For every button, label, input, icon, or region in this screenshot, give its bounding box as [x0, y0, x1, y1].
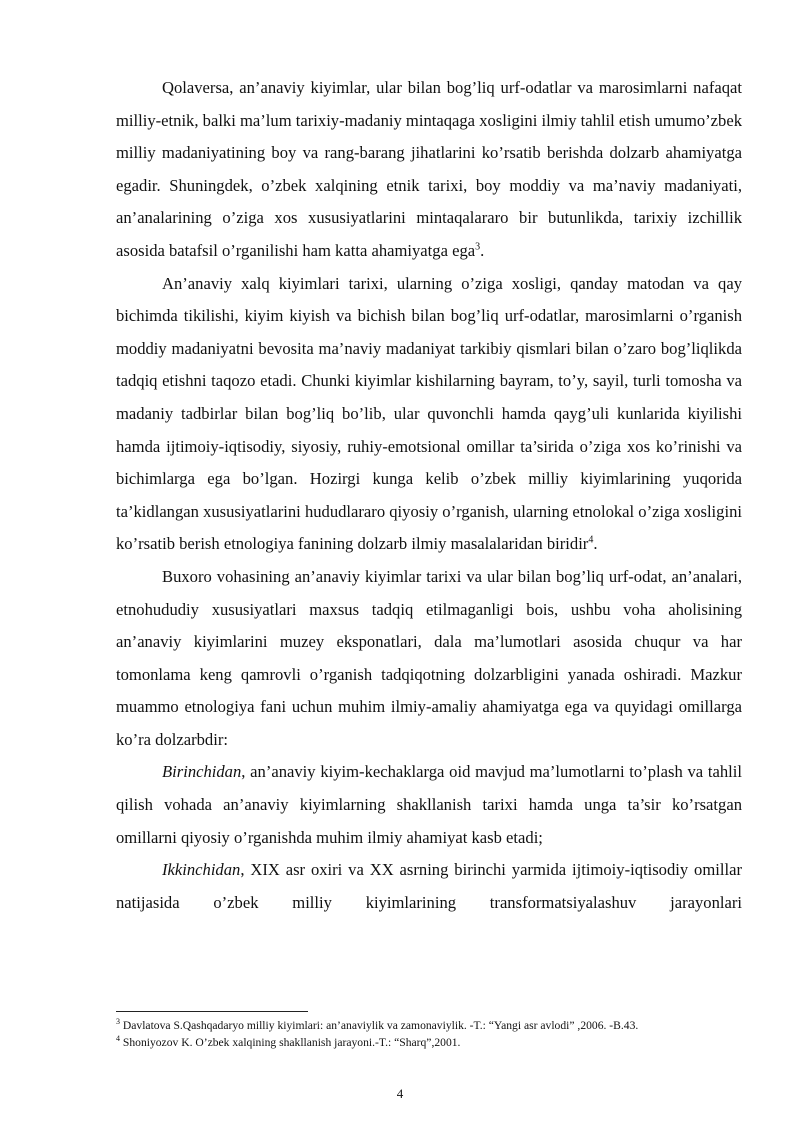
paragraph-text: Buxoro vohasining an’anaviy kiyimlar tarixi va ular bilan bog’liq urf-odat, an’analari, etnohududiy xususiyatlari maxsus tadqiq etilmaganligi bois, ushbu voha aholisining an’anaviy kiyimlarini muzey eksponatlari, dala ma’lumotlari asosida chuqur va har tomonlama keng qamrovli o’rganish tadqiqotning dolzarbligini yanada oshiradi. Mazkur muammo etnologiya fani uchun muhim ilmiy-amaliy ahamiyatga ega va quyidagi omillarga ko’ra dolzarbdir:	[116, 566, 742, 749]
footnote-reference-3[interactable]: 3	[475, 241, 481, 253]
page-number: 4	[396, 1086, 404, 1101]
paragraph-text: An’anaviy xalq kiyimlari tarixi, ularning o’ziga xosligi, qanday matodan va qay bichimda tikilishi, kiyim kiyish va bichish bilan bog’liq urf-odatlar, marosimlarni o’rganish moddiy madaniyatni bevosita ma’naviy madaniyat tarkibiy qismlari bilan o’zaro bog’liqlikda tadqiq etishni taqozo etadi. Chunki kiyimlar kishilarning bayram, to’y, sayil, turli tomosha va madaniy tadbirlar bilan bog’liq bo’lib, ular quvonchli hamda qayg’uli kunlarida kiyilishi hamda ijtimoiy-iqtisodiy, siyosiy, ruhiy-emotsional omillar ta’sirida o’ziga xos ko’rinishi va bichimlarga ega bo’lgan. Hozirgi kunga kelib o’zbek milliy kiyimlarining yuqorida ta’kidlangan xususiyatlarini hududlararo qiyosiy o’rganish, ularning etnolokal o’ziga xosligini ko’rsatib berish etnologiya fanining dolzarb ilmiy masalalaridan biridir	[116, 273, 742, 554]
paragraph-5	[116, 854, 742, 919]
body-text	[116, 72, 742, 919]
paragraph-2	[116, 268, 742, 561]
footnote-number: 3	[116, 1017, 120, 1027]
paragraph-1	[116, 72, 742, 268]
paragraph-lead-italic: Ikkinchidan	[162, 860, 241, 880]
paragraph-tail: .	[593, 534, 598, 554]
paragraph-lead-italic: Birinchidan	[162, 762, 242, 782]
footnote-text: Shoniyozov K. O’zbek xalqining shakllanish jarayoni.-T.: “Sharq”,2001.	[120, 1036, 461, 1049]
paragraph-tail: .	[480, 240, 485, 260]
paragraph-text: , an’anaviy kiyim-kechaklarga oid mavjud ma’lumotlarni to’plash va tahlil qilish vohada an’anaviy kiyimlarning shakllanish tarixi hamda unga ta’sir ko’rsatgan omillarni qiyosiy o’rganishda muhim ilmiy ahamiyat kasb etadi;	[116, 762, 742, 847]
footnotes	[116, 1017, 756, 1051]
paragraph-4	[116, 756, 742, 854]
footnote-reference-4[interactable]: 4	[588, 534, 594, 546]
footnote-separator	[116, 1011, 308, 1012]
footnote-text: Davlatova S.Qashqadaryo milliy kiyimlari: an’anaviylik va zamonaviylik. -T.: “Yangi asr avlodi” ,2006. -B.43.	[120, 1019, 639, 1032]
paragraph-3	[116, 561, 742, 757]
footnote-number: 4	[116, 1034, 120, 1044]
paragraph-text: , XIX asr oxiri va XX asrning birinchi yarmida ijtimoiy-iqtisodiy omillar natijasida o’zbek milliy kiyimlarining transformatsiyalashuv jarayonlari	[116, 860, 742, 912]
paragraph-text: Qolaversa, an’anaviy kiyimlar, ular bilan bog’liq urf-odatlar va marosimlarni nafaqat milliy-etnik, balki ma’lum tarixiy-madaniy mintaqaga xosligini ilmiy tahlil etish umumo’zbek milliy madaniyatining boy va rang-barang jihatlarini ko’rsatib berishda dolzarb ahamiyatga egadir. Shuningdek, o’zbek xalqining etnik tarixi, boy moddiy va ma’naviy madaniyati, an’analarining o’ziga xos xususiyatlarini mintaqalararo bir butunlikda, tarixiy izchillik asosida batafsil o’rganilishi ham katta ahamiyatga ega	[116, 78, 742, 260]
footnote-4	[116, 1034, 756, 1051]
footnote-3	[116, 1017, 756, 1034]
